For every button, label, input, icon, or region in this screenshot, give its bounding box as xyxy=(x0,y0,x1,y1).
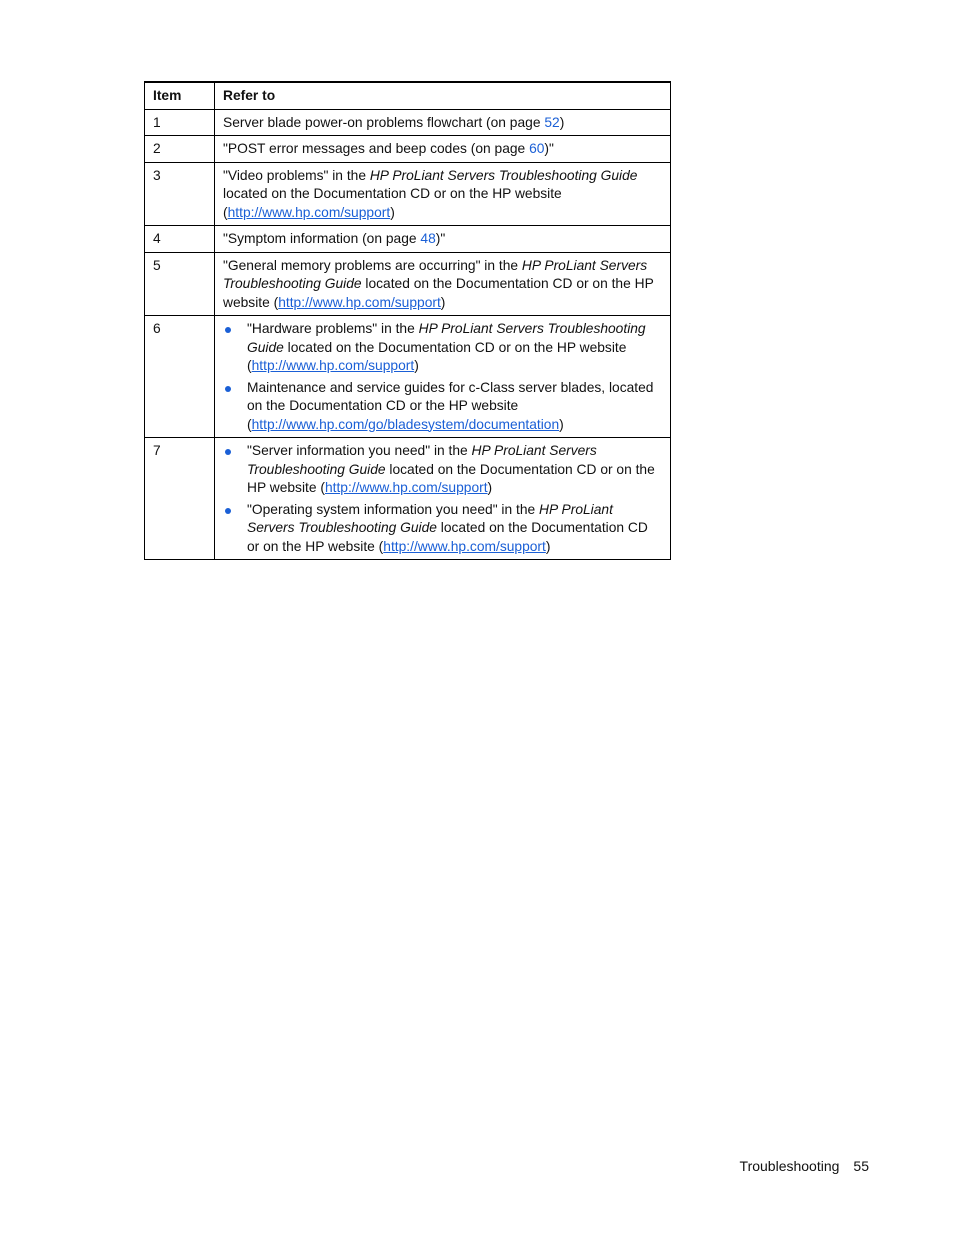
page-link[interactable]: 52 xyxy=(544,114,560,130)
ref-text: located on the Documentation CD or on the HP website ( xyxy=(223,186,562,220)
page-footer xyxy=(740,1158,869,1174)
list-item xyxy=(223,379,662,435)
bullet-icon xyxy=(225,386,231,392)
documentation-link[interactable]: http://www.hp.com/go/bladesystem/documentation xyxy=(251,416,560,432)
refer-to-cell xyxy=(215,438,671,560)
ref-text: located on the Documentation CD or on the HP website ( xyxy=(247,461,655,495)
ref-text: ) xyxy=(414,358,419,373)
ref-text: )" xyxy=(435,231,446,246)
ref-text: ) xyxy=(487,480,493,495)
ref-text: Maintenance and service guides for c-Class server blades, located on the Documentation CD or the HP website ( xyxy=(247,379,654,432)
ref-text: ) xyxy=(559,114,565,130)
ref-text: "Video problems" in the xyxy=(223,167,370,183)
bullet-icon xyxy=(225,508,231,514)
item-number: 6 xyxy=(145,316,215,438)
ref-text: "Symptom information (on page xyxy=(223,231,421,246)
ref-text: "Hardware problems" in the xyxy=(247,321,419,336)
item-number: 2 xyxy=(145,136,215,163)
refer-to-cell xyxy=(215,162,671,226)
item-number: 1 xyxy=(145,109,215,136)
item-number: 4 xyxy=(145,226,215,253)
reference-table xyxy=(144,81,671,560)
bullet-icon xyxy=(225,449,231,455)
table-header-row xyxy=(145,82,671,109)
guide-title: HP ProLiant Servers Troubleshooting Guide xyxy=(223,257,648,291)
ref-text: ) xyxy=(390,204,395,220)
ref-text: ) xyxy=(440,294,446,310)
bullet-list xyxy=(223,442,662,556)
page-link[interactable]: 48 xyxy=(420,231,436,246)
list-item xyxy=(223,320,662,376)
page-number: 55 xyxy=(853,1158,869,1174)
refer-to-cell xyxy=(215,136,671,163)
footer-section-title: Troubleshooting xyxy=(739,1158,840,1174)
bullet-list xyxy=(223,320,662,434)
ref-text: located on the Documentation CD or on the HP website ( xyxy=(247,520,648,554)
refer-to-cell xyxy=(215,109,671,136)
guide-title: HP ProLiant Servers Troubleshooting Guide xyxy=(247,321,646,355)
ref-text: located on the Documentation CD or on the HP website ( xyxy=(247,339,627,373)
support-link[interactable]: http://www.hp.com/support xyxy=(251,358,415,373)
header-item: Item xyxy=(145,82,215,109)
table-row xyxy=(145,136,671,163)
table-row xyxy=(145,438,671,560)
ref-text: "General memory problems are occurring" in the xyxy=(223,257,522,273)
list-item xyxy=(223,501,662,557)
table-row xyxy=(145,109,671,136)
ref-text: "Operating system information you need" in the xyxy=(247,501,540,517)
refer-to-cell xyxy=(215,316,671,438)
item-number: 3 xyxy=(145,162,215,226)
support-link[interactable]: http://www.hp.com/support xyxy=(324,480,488,495)
ref-text: "Server information you need" in the xyxy=(247,443,472,458)
item-number: 5 xyxy=(145,252,215,316)
refer-to-cell xyxy=(215,226,671,253)
ref-text: Server blade power-on problems flowchart (on page xyxy=(223,114,545,130)
table-row xyxy=(145,226,671,253)
guide-title: HP ProLiant Servers Troubleshooting Guide xyxy=(247,501,613,535)
ref-text: ) xyxy=(559,416,564,432)
ref-text: )" xyxy=(544,141,554,156)
support-link[interactable]: http://www.hp.com/support xyxy=(227,204,391,220)
bullet-icon xyxy=(225,327,231,333)
list-item xyxy=(223,442,662,498)
guide-title: HP ProLiant Servers Troubleshooting Guide xyxy=(247,443,597,477)
table-row xyxy=(145,252,671,316)
ref-text: ) xyxy=(545,538,551,554)
refer-to-cell xyxy=(215,252,671,316)
support-link[interactable]: http://www.hp.com/support xyxy=(278,294,441,310)
guide-title: HP ProLiant Servers Troubleshooting Guide xyxy=(369,167,638,183)
page-link[interactable]: 60 xyxy=(529,141,545,156)
support-link[interactable]: http://www.hp.com/support xyxy=(383,538,546,554)
ref-text: "POST error messages and beep codes (on page xyxy=(223,141,530,156)
header-refer-to: Refer to xyxy=(215,82,671,109)
item-number: 7 xyxy=(145,438,215,560)
ref-text: located on the Documentation CD or on the HP website ( xyxy=(223,276,654,310)
table-row xyxy=(145,316,671,438)
table-row xyxy=(145,162,671,226)
